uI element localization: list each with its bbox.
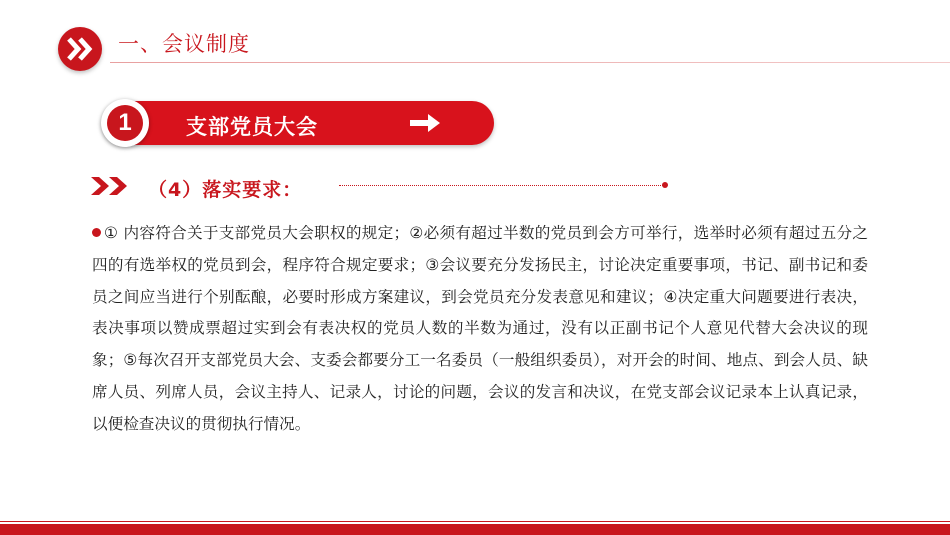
section-title: 支部党员大会 xyxy=(186,115,318,139)
arrow-right-icon xyxy=(410,113,442,133)
header-badge xyxy=(58,27,102,71)
footer-line xyxy=(0,521,950,522)
page-title: 一、会议制度 xyxy=(118,32,250,56)
dotted-divider xyxy=(339,185,663,186)
section-number: 1 xyxy=(107,105,143,141)
section-number-badge xyxy=(101,99,149,147)
footer-bar xyxy=(0,524,950,535)
body-paragraph: ① 内容符合关于支部党员大会职权的规定；②必须有超过半数的党员到会方可举行，选举时必须有超过五分之四的有选举权的党员到会，程序符合规定要求；③会议要充分发扬民主，讨论决定重要事项，书记、副书记和委员之间应当进行个别酝酿，必要时形成方案建议，到会党员充分发表意见和建议；④决定重大问题要进行表决，表决事项以赞成票超过实到会有表决权的党员人数的半数为通过，没有以正副书记个人意见代替大会决议的现象；⑤每次召开支部党员大会、支委会都要分工一名委员（一般组织委员），对开会的时间、地点、到会人员、缺席人员、列席人员，会议主持人、记录人，讨论的问题，会议的发言和决议，在党支部会议记录本上认真记录，以便检查决议的贯彻执行情况。 xyxy=(92,224,868,433)
double-chevron-right-icon xyxy=(58,27,102,71)
divider-end-dot xyxy=(662,182,668,188)
double-chevron-right-icon xyxy=(91,175,133,197)
subsection-title: （4）落实要求： xyxy=(148,179,303,201)
header-divider xyxy=(110,62,950,63)
